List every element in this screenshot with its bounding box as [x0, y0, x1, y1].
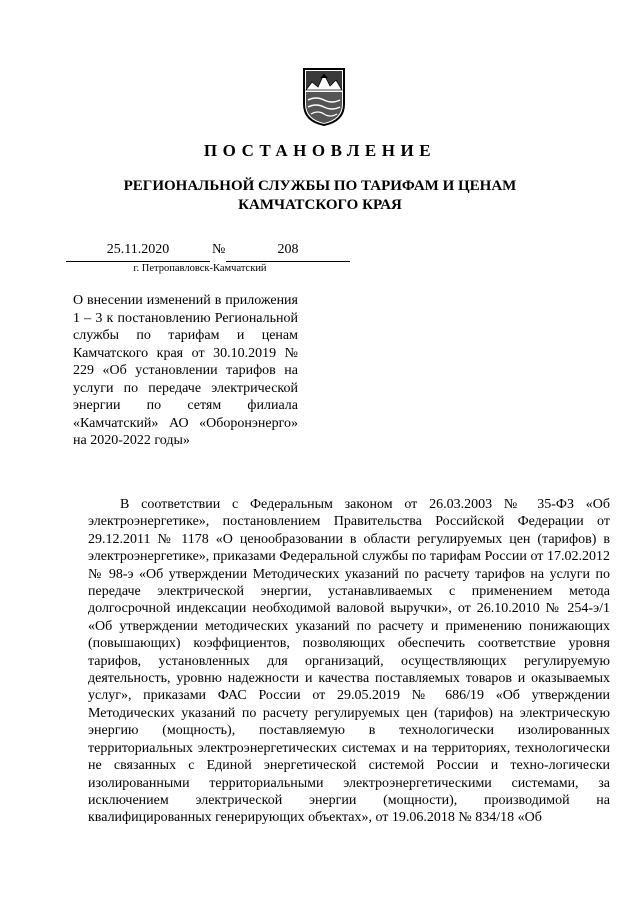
issuing-authority	[100, 177, 540, 215]
document-subject: О внесении изменений в приложения 1 – 3 к постановлению Региональной службы по тарифам и ценам Камчатского края от 30.10.2019 № 229 «Об установлении тарифов на услуги по передаче электрической энергии по сетям филиала «Камчатский» АО «Оборонэнерго» на 2020-2022 годы»	[73, 293, 298, 448]
document-date: 25.11.2020	[66, 241, 210, 262]
issuing-authority-line1: РЕГИОНАЛЬНОЙ СЛУЖБЫ ПО ТАРИФАМ И ЦЕНАМ	[123, 178, 517, 194]
issuing-authority-line2: КАМЧАТСКОГО КРАЯ	[238, 197, 402, 213]
document-number: 208	[226, 241, 350, 262]
issue-city: г. Петропавловск-Камчатский	[133, 263, 267, 274]
number-sign: №	[212, 242, 226, 257]
document-body: В соответствии с Федеральным законом от 26.03.2003 № 35-ФЗ «Об электроэнергетике», постановлением Правительства Российской Федерации от 29.12.2011 № 1178 «О ценообразовании в области регулируемых цен (тарифов) в электроэнергетике», приказами Федеральной службы по тарифам России от 17.02.2012 № 98-э «Об утверждении Методических указаний по расчету тарифов на услуги по передаче электрической энергии, устанавливаемых с применением метода долгосрочной индексации необходимой валовой выручки», от 26.10.2010 № 254-э/1 «Об утверждении методических указаний по расчету и применению понижающих (повышающих) коэффициентов, позволяющих обеспечить соответствие уровня тарифов, установленных для организаций, осуществляющих регулируемую деятельность, уровню надежности и качества поставляемых товаров и оказываемых услуг», приказами ФАС России от 29.05.2019 № 686/19 «Об утверждении Методических указаний по расчету регулируемых цен (тарифов) на электрическую энергию (мощность), поставляемую в технологически изолированных территориальных электроэнергетических системах и на территориях, технологически не связанных с Единой энергетической системой России и техно-логически изолированными территориальными электроэнергетическими системами, за исключением электрической энергии (мощности), производимой на квалифицированных генерирующих объектах», от 19.06.2018 № 834/18 «Об	[88, 497, 610, 826]
document-title: ПОСТАНОВЛЕНИЕ	[203, 141, 437, 160]
kamchatka-coat-of-arms-icon	[302, 66, 346, 126]
